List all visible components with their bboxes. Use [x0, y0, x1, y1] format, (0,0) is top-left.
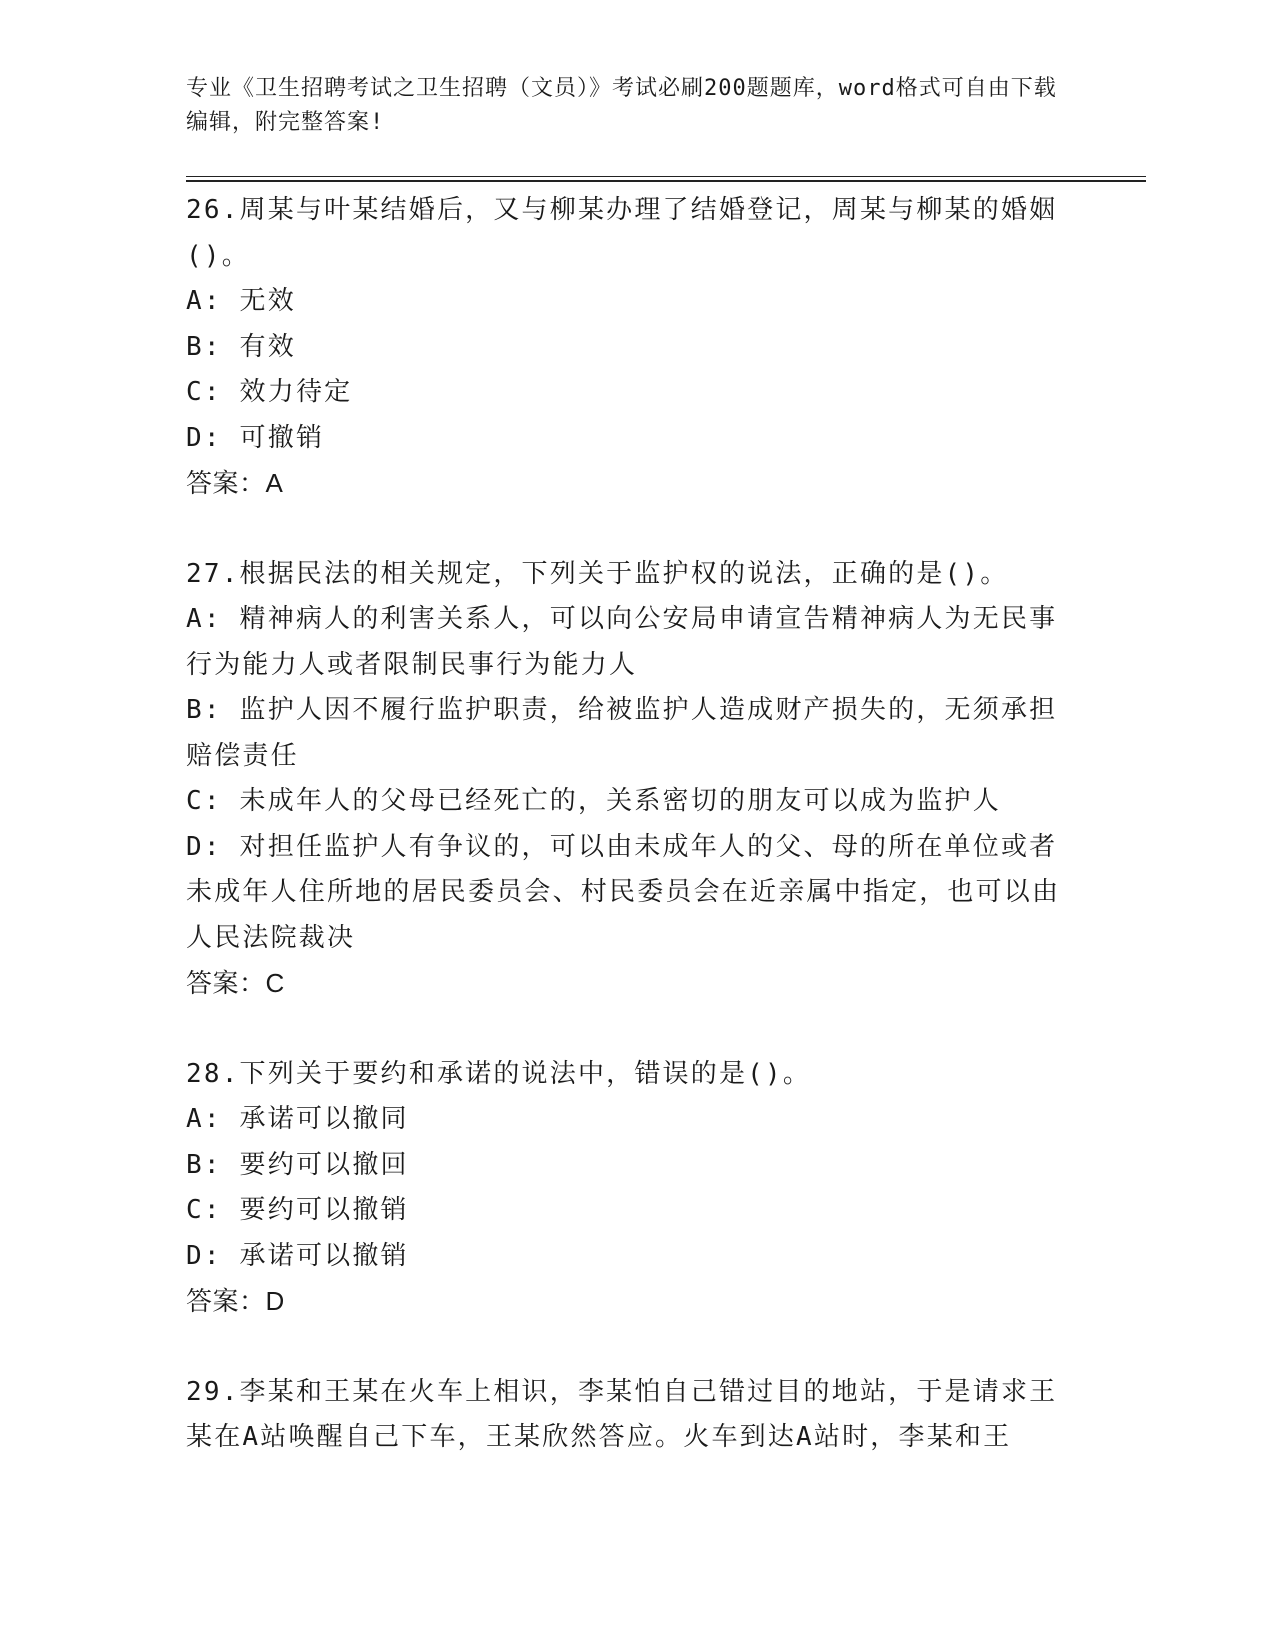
- question-stem: 29.李某和王某在火车上相识，李某怕自己错过目的地站，于是请求王某在A站唤醒自己下车，王某欣然答应。火车到达A站时，李某和王: [186, 1376, 1058, 1452]
- option-d: D: 承诺可以撤销: [186, 1240, 409, 1271]
- header-divider-thin: [186, 176, 1146, 177]
- answer-line: 答案：C: [186, 968, 285, 998]
- answer-line: 答案：D: [186, 1286, 285, 1316]
- header-divider-thick: [186, 180, 1146, 182]
- question-list: [186, 188, 1066, 1506]
- option-b: B: 监护人因不履行监护职责，给被监护人造成财产损失的，无须承担赔偿责任: [186, 695, 1058, 771]
- option-c: C: 要约可以撤销: [186, 1195, 409, 1225]
- question-26: [186, 188, 1066, 507]
- option-a: A: 承诺可以撤同: [186, 1104, 409, 1134]
- question-stem: 27.根据民法的相关规定，下列关于监护权的说法，正确的是()。: [186, 558, 1009, 589]
- option-b: B: 有效: [186, 331, 296, 362]
- question-stem: 26.周某与叶某结婚后，又与柳某办理了结婚登记，周某与柳某的婚姻()。: [186, 195, 1058, 271]
- option-a: A: 无效: [186, 286, 296, 316]
- option-d: D: 对担任监护人有争议的，可以由未成年人的父、母的所在单位或者未成年人住所地的居民委员会、村民委员会在近亲属中指定，也可以由人民法院裁决: [186, 831, 1061, 953]
- question-stem: 28.下列关于要约和承诺的说法中，错误的是()。: [186, 1058, 812, 1089]
- question-27: [186, 552, 1066, 1007]
- option-b: B: 要约可以撤回: [186, 1149, 409, 1180]
- question-28: [186, 1052, 1066, 1325]
- document-header: 专业《卫生招聘考试之卫生招聘（文员）》考试必刷200题题库，word格式可自由下载编辑，附完整答案!: [186, 76, 1057, 135]
- question-29: [186, 1370, 1066, 1461]
- option-a: A: 精神病人的利害关系人，可以向公安局申请宣告精神病人为无民事行为能力人或者限制民事行为能力人: [186, 604, 1058, 680]
- option-c: C: 未成年人的父母已经死亡的，关系密切的朋友可以成为监护人: [186, 786, 1001, 816]
- option-c: C: 效力待定: [186, 377, 353, 407]
- option-d: D: 可撤销: [186, 422, 325, 453]
- answer-line: 答案：A: [186, 468, 284, 498]
